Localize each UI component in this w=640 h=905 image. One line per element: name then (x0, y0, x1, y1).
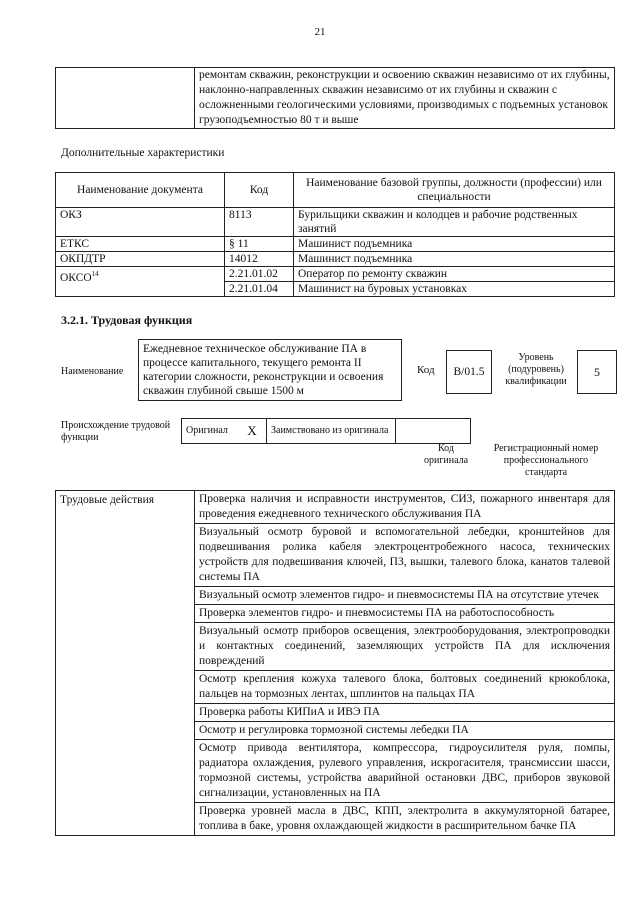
action-item: Проверка работы КИПиА и ИВЭ ПА (195, 704, 615, 722)
row-code: 2.21.01.04 (225, 282, 294, 297)
level-box: 5 (577, 350, 617, 394)
origin-label: Происхождение трудовой функции (61, 420, 171, 443)
action-item: Осмотр крепления кожуха талевого блока, болтовых соединений крюкоблока, пальцев на тормозных лентах, шплинтов на пальцах ПА (195, 671, 615, 704)
footnote-mark: 14 (91, 270, 99, 278)
table-row (56, 267, 615, 282)
action-item: Проверка уровней масла в ДВС, КПП, электролита в аккумуляторной батарее, топлива в баке, уровня охлаждающей жидкости в расширительном бачке ПА (195, 803, 615, 836)
function-title: 3.2.1. Трудовая функция (61, 313, 193, 327)
row-doc: ЕТКС (56, 237, 225, 252)
reg-number-label: Регистрационный номер профессионального стандарта (493, 443, 599, 478)
action-item: Осмотр привода вентилятора, компрессора, гидроусилителя руля, помпы, радиатора охлаждения, рулевого управления, искрогасителя, трансмиссии шасси, тормозной системы, устройства аварийной остановки ДВС, приборов звуковой сигнализации, установленных на ПА (195, 740, 615, 803)
row-name: Машинист на буровых установках (294, 282, 615, 297)
original-label: Оригинал (182, 419, 239, 444)
function-code-box: B/01.5 (446, 350, 492, 394)
original-mark: X (238, 419, 267, 444)
row-doc (56, 267, 225, 297)
table-row (56, 237, 615, 252)
additional-table (55, 172, 615, 297)
header-code: Код (225, 173, 294, 208)
action-item: Визуальный осмотр буровой и вспомогательной лебедки, кронштейнов для подвешивания ролика кабеля электроцентробежного насоса, технических устройств для подвешивания ключей, ПЗ, вышки, талевого блока, канатов талевой системы ПА (195, 524, 615, 587)
row-code: 14012 (225, 252, 294, 267)
action-item: Проверка наличия и исправности инструментов, СИЗ, пожарного инвентаря для проведения ежедневного технического обслуживания ПА (195, 491, 615, 524)
header-document: Наименование документа (56, 173, 225, 208)
action-item: Осмотр и регулировка тормозной системы лебедки ПА (195, 722, 615, 740)
borrowed-label: Заимствовано из оригинала (267, 419, 396, 444)
row-code: § 11 (225, 237, 294, 252)
action-item: Визуальный осмотр элементов гидро- и пневмосистемы ПА на отсутствие утечек (195, 587, 615, 605)
continuation-table (55, 67, 615, 129)
row-code: 8113 (225, 208, 294, 237)
row-name: Бурильщики скважин и колодцев и рабочие родственных занятий (294, 208, 615, 237)
row-doc: ОКПДТР (56, 252, 225, 267)
name-label: Наименование (61, 366, 124, 377)
action-item: Визуальный осмотр приборов освещения, электрооборудования, электропроводки и контактных соединений, заземляющих устройств ПА для исключения повреждений (195, 623, 615, 671)
labor-actions-table (55, 490, 615, 836)
reg-number-cell (471, 419, 596, 444)
okso-label: ОКСО (60, 271, 92, 284)
row-name: Машинист подъемника (294, 252, 615, 267)
actions-label: Трудовые действия (56, 491, 195, 836)
additional-title: Дополнительные характеристики (61, 147, 225, 159)
function-name-box: Ежедневное техническое обслуживание ПА в процессе капитального, текущего ремонта II категории сложности, реконструкции и освоения скважин глубиной свыше 1500 м (138, 339, 402, 401)
page-number: 21 (314, 26, 326, 38)
code-label: Код (417, 364, 435, 376)
header-group-name: Наименование базовой группы, должности (профессии) или специальности (294, 173, 615, 208)
table-row (56, 252, 615, 267)
code-original-label: Код оригинала (423, 443, 469, 466)
row-doc: ОКЗ (56, 208, 225, 237)
row-name: Оператор по ремонту скважин (294, 267, 615, 282)
row-name: Машинист подъемника (294, 237, 615, 252)
level-label: Уровень (подуровень) квалификации (505, 352, 567, 387)
continuation-text: ремонтам скважин, реконструкции и освоению скважин независимо от их глубины, наклонно-направленных скважин независимо от их глубины и скважин с осложненными геологическими условиями, производимых с подъемных установок грузоподъемностью 80 т и выше (195, 68, 615, 129)
origin-table (181, 418, 595, 444)
code-original-cell (396, 419, 471, 444)
row-code: 2.21.01.02 (225, 267, 294, 282)
table-row (56, 208, 615, 237)
continuation-empty-cell (56, 68, 195, 129)
action-item: Проверка элементов гидро- и пневмосистемы ПА на работоспособность (195, 605, 615, 623)
